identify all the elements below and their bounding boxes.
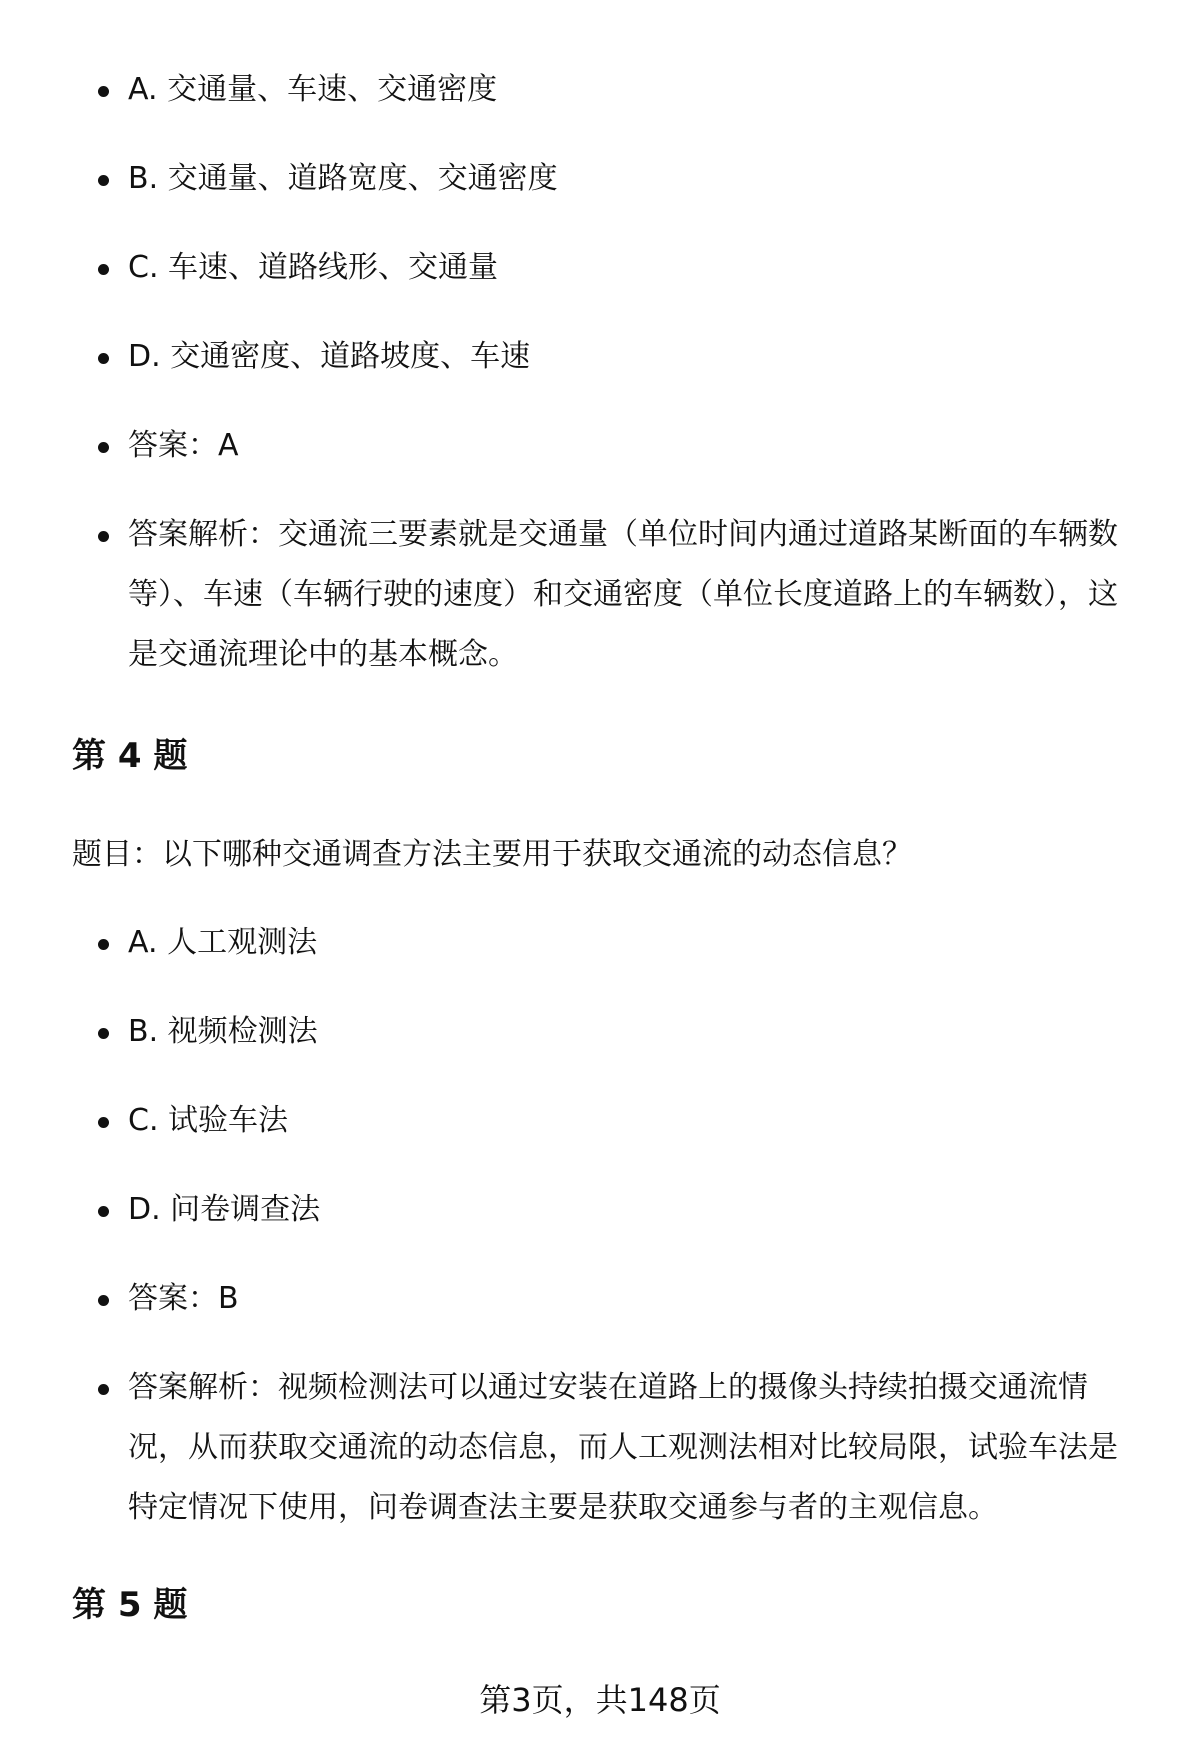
question-5-heading: 第 5 题: [72, 1585, 188, 1625]
answer: 答案：B: [0, 1269, 1200, 1329]
option-a: A. 交通量、车速、交通密度: [0, 60, 1200, 120]
question-4-stem: 题目：以下哪种交通调查方法主要用于获取交通流的动态信息？: [72, 837, 912, 872]
answer-analysis: 答案解析：视频检测法可以通过安装在道路上的摄像头持续拍摄交通流情况，从而获取交通流的动态信息，而人工观测法相对比较局限，试验车法是特定情况下使用，问卷调查法主要是获取交通参与者的主观信息。: [0, 1358, 1200, 1538]
option-b: B. 交通量、道路宽度、交通密度: [0, 149, 1200, 209]
answer: 答案：A: [0, 416, 1200, 476]
question-3-block: [0, 60, 1200, 714]
question-3-options: [0, 60, 1200, 685]
option-d: D. 交通密度、道路坡度、车速: [0, 327, 1200, 387]
question-4-options: [0, 913, 1200, 1538]
option-d: D. 问卷调查法: [0, 1180, 1200, 1240]
option-c: C. 试验车法: [0, 1091, 1200, 1151]
question-4-heading: 第 4 题: [72, 736, 188, 776]
option-a: A. 人工观测法: [0, 913, 1200, 973]
question-4-block: [0, 913, 1200, 1567]
option-c: C. 车速、道路线形、交通量: [0, 238, 1200, 298]
answer-analysis: 答案解析：交通流三要素就是交通量（单位时间内通过道路某断面的车辆数等）、车速（车辆行驶的速度）和交通密度（单位长度道路上的车辆数），这是交通流理论中的基本概念。: [0, 505, 1200, 685]
option-b: B. 视频检测法: [0, 1002, 1200, 1062]
page-number: 第3页，共148页: [479, 1681, 721, 1719]
